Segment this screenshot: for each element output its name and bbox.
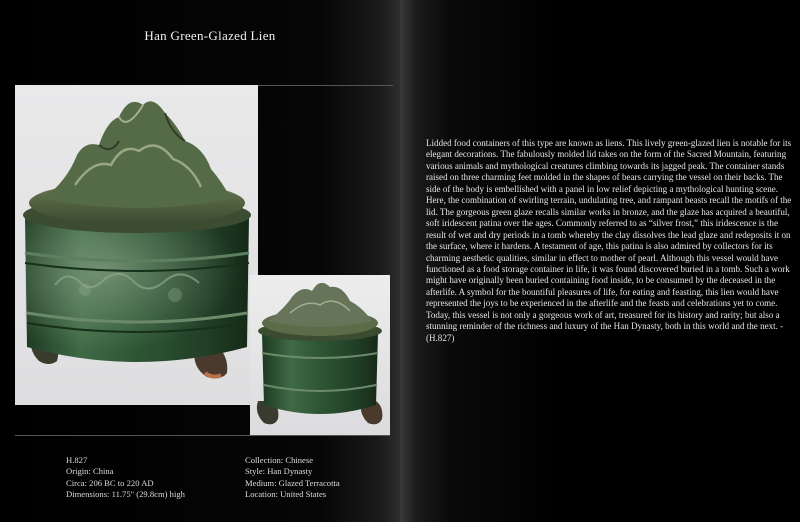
lien-illustration <box>15 85 258 405</box>
style-field: Style: Han Dynasty <box>245 466 313 477</box>
origin-field: Origin: China <box>66 466 114 477</box>
secondary-artifact-photo[interactable] <box>250 275 390 435</box>
lien-small-illustration <box>250 275 390 435</box>
details-right <box>245 455 340 500</box>
medium-field: Medium: Glazed Terracotta <box>245 477 340 488</box>
collection-field: Collection: Chinese <box>245 455 314 465</box>
circa-field: Circa: 206 BC to 220 AD <box>66 477 154 488</box>
description-text: Lidded food containers of this type are known as liens. This lively green-glazed lien is notable for its elegant decorations. The fabulously molded lid takes on the form of the Sacred Mountain, featuring various animals and mythological creatures climbing towards its jagged peak. The container stands raised on three charming feet molded in the shapes of bears carrying the vessel on their backs. The side of the body is embellished with a panel in low relief depicting a mythological hunting scene. Here, the combination of swirling terrain, undulating tree, and rampant beasts recall the motifs of the lid. The gorgeous green glaze recalls similar works in bronze, and the glaze has acquired a beautiful, soft iridescent patina over the ages. Commonly referred to as “silver frost,” this iridescence is the result of wet and dry periods in a tomb whereby the clay dissolves the lead glaze and redeposits it on the surface, where it hardens. A testament of age, this patina is also admired by collectors for its charming aesthetic qualities, similar in effect to mother of pearl. Although this vessel would have functioned as a food storage container in life, it was found discovered buried in a tomb. Such a work might have originally been buried containing food inside, to be consumed by the deceased in the afterlife. A symbol for the bountiful pleasures of life, for eating and feasting, this lien would have represented the joys to be experienced in the afterlife and the feasts and celebrations yet to come. Today, this vessel is not only a gorgeous work of art, treasured for its history and rarity; but also a stunning reminder of the richness and luxury of the Han Dynasty, both in this world and the next. - (H.827) <box>426 138 792 343</box>
divider-bottom <box>15 435 390 436</box>
divider-top <box>258 85 393 86</box>
item-id: H.827 <box>66 455 88 465</box>
dimensions-field: Dimensions: 11.75" (29.8cm) high <box>66 488 185 499</box>
location-field: Location: United States <box>245 488 327 499</box>
details-left <box>66 455 185 500</box>
page-title: Han Green-Glazed Lien <box>144 28 276 43</box>
main-artifact-photo[interactable] <box>15 85 258 405</box>
